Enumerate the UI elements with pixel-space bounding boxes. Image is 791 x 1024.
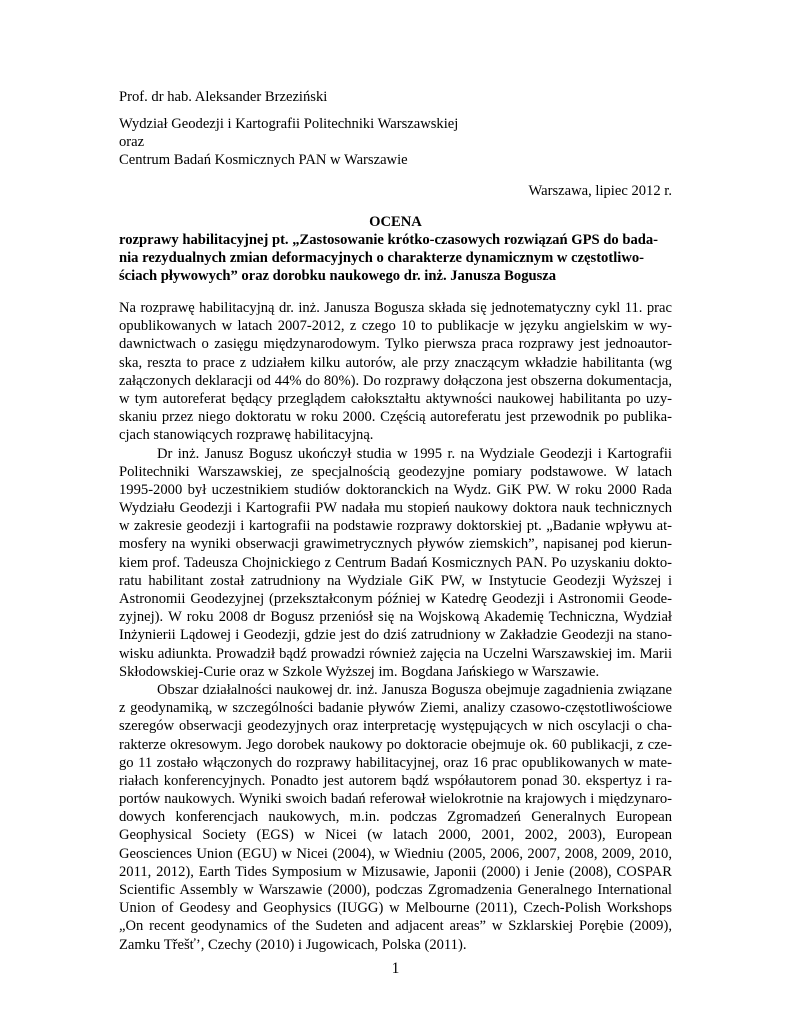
affiliation-line-2: oraz [119, 134, 145, 150]
text-line: Politechniki Warszawskiej, ze specjalnością geodezyjne pomiary podstawowe. W latach [119, 463, 672, 480]
subtitle-line-3: ściach pływowych” oraz dorobku naukowego dr. inż. Janusza Bogusza [119, 268, 557, 284]
text-line: portów naukowych. Wyniki swoich badań referował wielokrotnie na krajowych i międzynaro- [119, 791, 672, 808]
text-line: wisku adiunkta. Prowadził bądź prowadzi również zajęcia na Uczelni Warszawskiej im. Marii [119, 645, 672, 662]
text-line: kiem prof. Tadeusza Chojnickiego z Centrum Badań Kosmicznych PAN. Po uzyskaniu dokto- [119, 554, 672, 571]
text-line: Na rozprawę habilitacyjną dr. inż. Janusza Bogusza składa się jednotematyczny cykl 11. prac [119, 300, 672, 316]
page-number: 1 [391, 960, 400, 977]
text-line: cjach stanowiących rozprawę habilitacyjną. [119, 427, 374, 444]
text-line: szeregów obserwacji geodezyjnych oraz interpretację występujących w nich oscylacji o cha- [119, 718, 672, 735]
text-line: Inżynierii Lądowej i Geodezji, gdzie jest do dziś zatrudniony w Zakładzie Geodezji na stano- [119, 627, 672, 644]
text-line: Geosciences Union (EGU) w Nicei (2004), w Wiedniu (2005, 2006, 2007, 2008, 2009, 2010, [119, 845, 672, 862]
text-line: Astronomii Geodezyjnej (przekształconym później w Katedrę Geodezji i Astronomii Geode- [119, 591, 672, 607]
text-line: mosfery na wyniki obserwacji grawimetrycznych pływów ziemskich”, napisanej pod kierun- [119, 536, 672, 553]
document-heading: OCENA [369, 214, 422, 230]
place-date: Warszawa, lipiec 2012 r. [528, 183, 672, 199]
text-line: skaniu przez niego doktoratu w roku 2000. Częścią autoreferatu jest przewodnik po publika- [119, 409, 672, 426]
text-line: ratu habilitant został zatrudniony na Wydziale GiK PW, w Instytucie Geodezji Wyższej i [119, 572, 672, 589]
text-line: Zamku Třešť’, Czechy (2010) i Jugowicach, Polska (2011). [119, 936, 467, 953]
text-line: 1995-2000 był uczestnikiem studiów doktoranckich na Wydz. GiK PW. W roku 2000 Rada [119, 481, 672, 498]
text-line: riałach konferencyjnych. Ponadto jest autorem bądź współautorem ponad 30. ekspertyz i ra- [119, 772, 672, 789]
text-line: Dr inż. Janusz Bogusz ukończył studia w 1995 r. na Wydziale Geodezji i Kartografii [157, 445, 672, 462]
text-line: w zakresie geodezji i kartografii na podstawie rozprawy doktorskiej pt. „Badanie wpływu at- [119, 518, 672, 535]
text-line: 2011, 2012), Earth Tides Symposium w Mizusawie, Japonii (2000) i Jenie (2008), COSPAR [119, 863, 672, 880]
text-line: z geodynamiką, w szczególności badanie pływów Ziemi, analizy czasowo-częstotliwościowe [119, 700, 672, 717]
text-line: opublikowanych w latach 2007-2012, z czego 10 to publikacje w języku angielskim w wy- [119, 318, 672, 335]
text-line: załączonych deklaracji od 44% do 80%). Do rozprawy dołączona jest obszerna dokumentacja, [119, 372, 672, 389]
text-line: Union of Geodesy and Geophysics (IUGG) w Melbourne (2011), Czech-Polish Workshops [119, 900, 672, 917]
text-line: Geophysical Society (EGS) w Nicei (w latach 2000, 2001, 2002, 2003), European [119, 827, 672, 844]
text-line: „On recent geodynamics of the Sudeten and adjacent areas” w Szklarskiej Porębie (2009), [119, 918, 672, 935]
subtitle-line-2: nia rezydualnych zmian deformacyjnych o charakterze dynamicznym w częstotliwo- [119, 250, 645, 266]
text-line: go 11 zostało włączonych do rozprawy habilitacyjnej, oraz 16 prac opublikowanych w mate- [119, 754, 672, 771]
affiliation-line-3: Centrum Badań Kosmicznych PAN w Warszawie [119, 152, 408, 168]
text-line: Skłodowskiej-Curie oraz w Szkole Wyższej im. Bogdana Jańskiego w Warszawie. [119, 663, 600, 680]
text-line: Scientific Assembly w Warszawie (2000), podczas Zgromadzenia Generalnego International [119, 882, 672, 898]
text-line: dawnictwach o zasięgu międzynarodowym. Tylko pierwsza praca rozprawy jest jednoautor- [119, 336, 672, 353]
text-line: Obszar działalności naukowej dr. inż. Janusza Bogusza obejmuje zagadnienia związane [157, 681, 672, 698]
text-line: dowych konferencjach naukowych, m.in. podczas Zgromadzeń Generalnych European [119, 809, 672, 826]
paragraph [119, 299, 672, 445]
subtitle-line-1: rozprawy habilitacyjnej pt. „Zastosowanie krótko-czasowych rozwiązań GPS do bada- [119, 232, 659, 248]
text-line: ska, reszta to prace z udziałem kilku autorów, ale przy znaczącym wkładzie habilitanta (wg [119, 354, 672, 371]
author-name: Prof. dr hab. Aleksander Brzeziński [119, 89, 328, 105]
text-line: zyjnej). W roku 2008 dr Bogusz przeniósł się na Wojskową Akademię Techniczna, Wydział [119, 609, 672, 626]
affiliation-line-1: Wydział Geodezji i Kartografii Politechniki Warszawskiej [119, 116, 459, 132]
paragraph [119, 445, 672, 681]
text-line: w tym autoreferat będący przeglądem całokształtu aktywności naukowej habilitanta po uzy- [119, 390, 672, 407]
body-text [119, 299, 672, 954]
text-line: Wydziału Geodezji i Kartografii PW nadała mu stopień naukowy doktora nauk technicznych [119, 500, 672, 517]
paragraph [119, 681, 672, 954]
text-line: rakterze okresowym. Jego dorobek naukowy po doktoracie obejmuje ok. 60 publikacji, z cze- [119, 736, 672, 753]
